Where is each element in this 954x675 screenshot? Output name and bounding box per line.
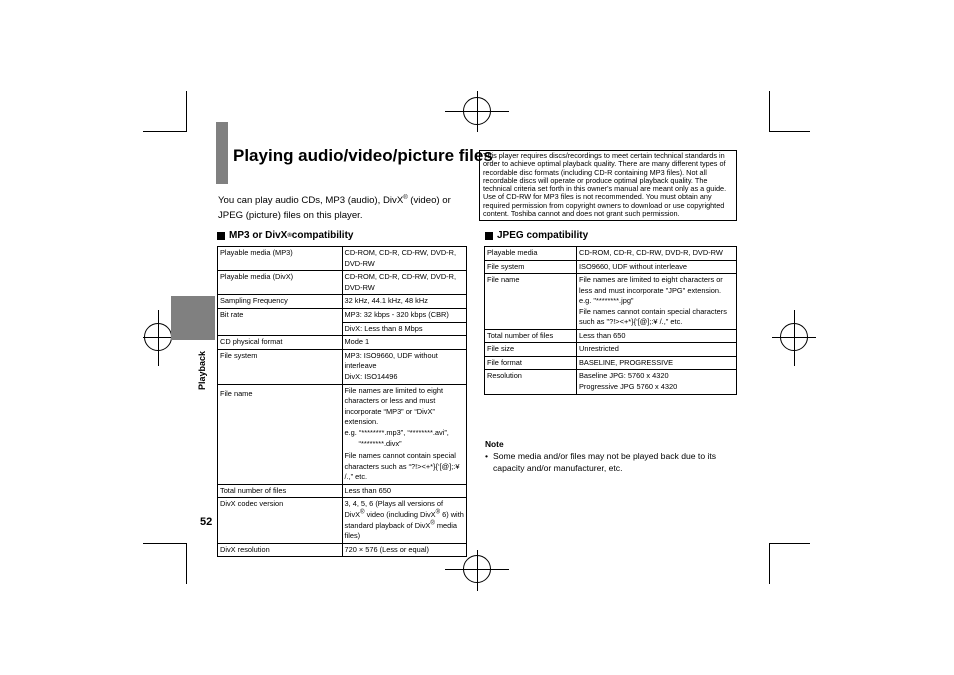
row-value: 3, 4, 5, 6 (Plays all versions of DivX® video (including DivX® 6) with standard playback of DivX® media files) — [342, 498, 467, 543]
row-value: BASELINE, PROGRESSIVE — [577, 356, 737, 370]
table-row — [218, 308, 467, 322]
row-value: Unrestricted — [577, 343, 737, 357]
row-label: Playable media (MP3) — [218, 247, 343, 271]
table-row — [485, 356, 737, 370]
note-heading: Note — [485, 439, 504, 449]
table-row — [218, 484, 467, 498]
section-tab-marker — [171, 296, 215, 340]
row-label: Playable media (DivX) — [218, 271, 343, 295]
table-row — [218, 271, 467, 295]
row-value: 720 × 576 (Less or equal) — [342, 543, 467, 557]
row-value: Less than 650 — [342, 484, 467, 498]
row-value: File names are limited to eight characters or less and must incorporate "JPG" extension. e.g. "********.jpg" File names cannot contain special characters such as "?!><+*}{‘[@];:¥ /.," etc. — [577, 274, 737, 330]
table-row — [218, 247, 467, 271]
row-label: File name — [485, 274, 577, 330]
table-row — [218, 384, 467, 484]
note-list-item — [485, 451, 740, 474]
row-label: Total number of files — [218, 484, 343, 498]
table-row — [485, 247, 737, 261]
row-value: 32 kHz, 44.1 kHz, 48 kHz — [342, 295, 467, 309]
row-label: DivX codec version — [218, 498, 343, 543]
table-row — [218, 498, 467, 543]
row-label: CD physical format — [218, 336, 343, 350]
notice-text: This player requires discs/recordings to meet certain technical standards in order to achieve optimal playback quality. There are many different types of recordable disc formats (including CD-R containing MP3 files). Not all recordable discs will operate or produce optimal playback quality. The technical criteria set forth in this owner's manual are meant only as a guide. Use of CD-RW for MP3 files is not recommended. You must obtain any required permission from copyright owners to download or use copyrighted content. Toshiba cannot and does not grant such permission. — [483, 151, 727, 218]
row-label: File system — [485, 260, 577, 274]
table-row — [218, 295, 467, 309]
mp3-divx-compatibility-table — [217, 246, 467, 557]
technical-notice-box — [479, 150, 737, 221]
row-label: Total number of files — [485, 329, 577, 343]
row-label: File system — [218, 349, 343, 384]
table-row — [485, 274, 737, 330]
title-accent-bar — [216, 122, 228, 184]
row-label: Bit rate — [218, 308, 343, 335]
row-value: File names are limited to eight characters or less and must incorporate “MP3” or “DivX” extension. e.g. “********.mp3”, “********.avi”, “********.divx” File names cannot contain special characters such as “?!><+*}{‘[@];:¥ /.,” etc. — [342, 384, 467, 484]
row-value: DivX: Less than 8 Mbps — [342, 322, 467, 336]
row-label: Sampling Frequency — [218, 295, 343, 309]
bullet-icon: • — [485, 451, 489, 461]
row-value: CD-ROM, CD-R, CD-RW, DVD-R, DVD-RW — [342, 271, 467, 295]
row-label: File size — [485, 343, 577, 357]
page-title: Playing audio/video/picture files — [233, 146, 493, 165]
page-number: 52 — [200, 516, 213, 528]
table-row — [218, 349, 467, 384]
row-label: DivX resolution — [218, 543, 343, 557]
table-row — [485, 370, 737, 394]
row-value: CD-ROM, CD-R, CD-RW, DVD-R, DVD-RW — [342, 247, 467, 271]
jpeg-compatibility-table — [484, 246, 737, 395]
row-label: File format — [485, 356, 577, 370]
jpeg-heading: JPEG compatibility — [485, 230, 588, 241]
intro-paragraph: You can play audio CDs, MP3 (audio), DivX® (video) or JPEG (picture) files on this player. — [218, 194, 451, 221]
row-label: Playable media — [485, 247, 577, 261]
row-value: ISO9660, UDF without interleave — [577, 260, 737, 274]
table-row — [485, 260, 737, 274]
mp3-divx-heading: MP3 or DivX ® compatibility — [217, 230, 353, 241]
square-bullet-icon — [217, 232, 225, 240]
row-label: File name — [218, 384, 343, 484]
row-value: CD-ROM, CD-R, CD-RW, DVD-R, DVD-RW — [577, 247, 737, 261]
row-value: Less than 650 — [577, 329, 737, 343]
section-tab-label: Playback — [197, 350, 207, 390]
table-row — [218, 336, 467, 350]
table-row — [485, 329, 737, 343]
row-value: MP3: ISO9660, UDF without interleave DivX: ISO14496 — [342, 349, 467, 384]
row-label: Resolution — [485, 370, 577, 394]
table-row — [218, 543, 467, 557]
table-row — [485, 343, 737, 357]
note-text: Some media and/or files may not be played back due to its capacity and/or manufacturer, etc. — [493, 451, 717, 473]
row-value: Baseline JPG: 5760 x 4320 Progressive JPG 5760 x 4320 — [577, 370, 737, 394]
row-value: Mode 1 — [342, 336, 467, 350]
row-value: MP3: 32 kbps - 320 kbps (CBR) — [342, 308, 467, 322]
square-bullet-icon — [485, 232, 493, 240]
